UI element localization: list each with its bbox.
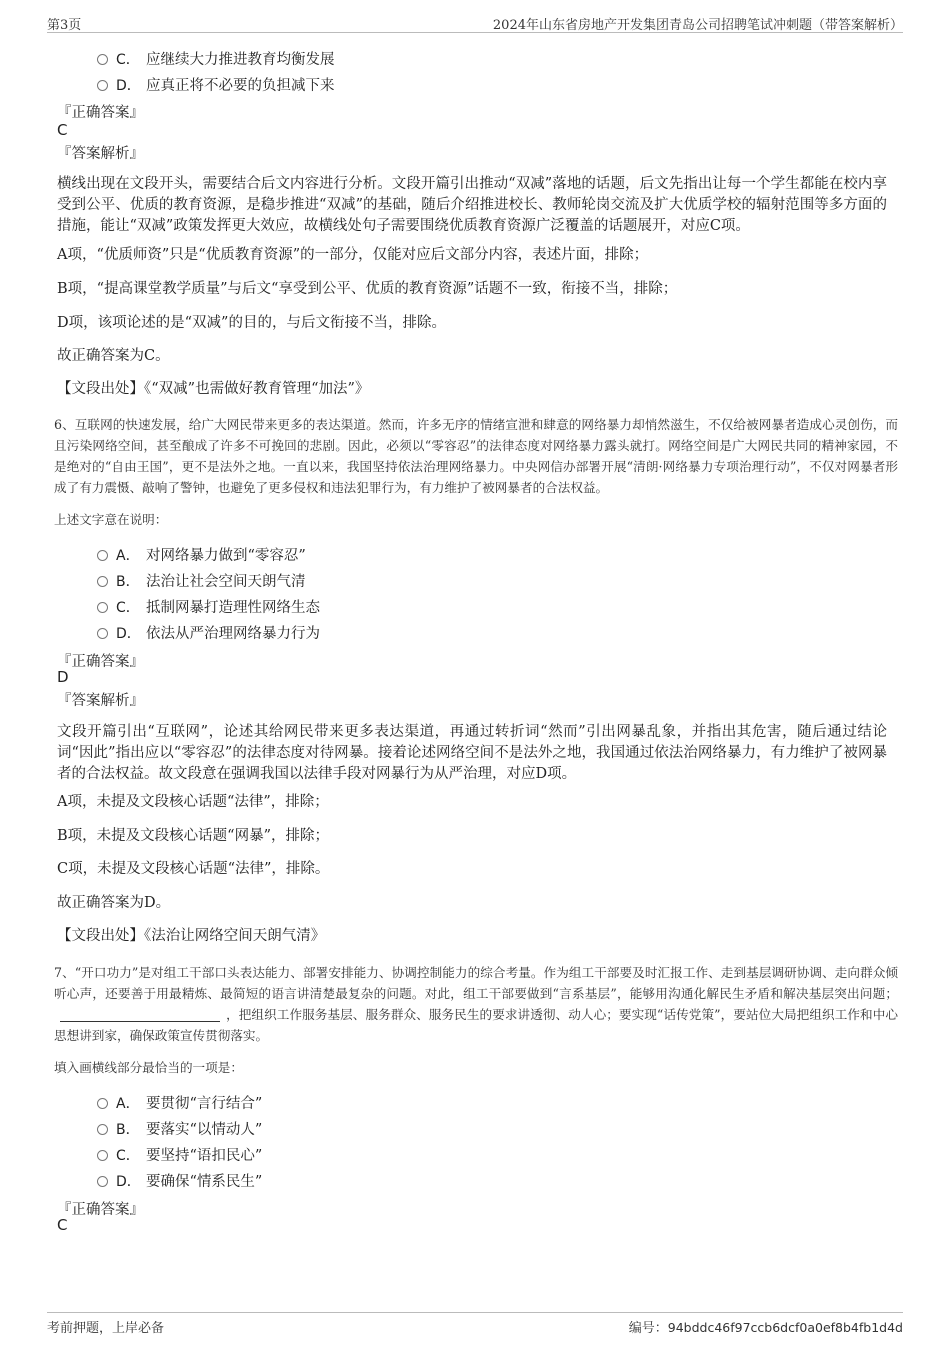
q7-correct-label: 『正确答案』 bbox=[57, 1202, 144, 1218]
q5-correct-answer: C bbox=[57, 121, 68, 139]
q5-analysis-label: 『答案解析』 bbox=[57, 146, 144, 162]
q6-analysis-label: 『答案解析』 bbox=[57, 693, 144, 709]
q7-correct-answer: C bbox=[57, 1216, 68, 1234]
q6-note-c: C项，未提及文段核心话题“法律”，排除。 bbox=[57, 861, 330, 877]
document-code: 编号：94bddc46f97ccb6dcf0a0ef8b4fb1d4d bbox=[628, 1320, 903, 1336]
q5-note-b: B项，“提高课堂教学质量”与后文“享受到公平、优质的教育资源”话题不一致，衔接不当，排除； bbox=[57, 281, 678, 297]
radio-icon[interactable] bbox=[97, 1150, 108, 1161]
document-title: 2024年山东省房地产开发集团青岛公司招聘笔试冲刺题（带答案解析） bbox=[492, 18, 903, 33]
q6-source: 【文段出处】《法治让网络空间天朗气清》 bbox=[57, 928, 326, 944]
q5-note-a: A项，“优质师资”只是“优质教育资源”的一部分，仅能对应后文部分内容，表述片面，排除； bbox=[57, 247, 649, 263]
radio-icon[interactable] bbox=[97, 1176, 108, 1187]
radio-icon[interactable] bbox=[97, 1124, 108, 1135]
q6-analysis: 文段开篇引出“互联网”，论述其给网民带来更多表达渠道，再通过转折词“然而”引出网暴乱象，并指出其危害，随后通过结论词“因此”指出应以“零容忍”的法律态度对待网暴。接着论述网络空间不是法外之地，我国通过依法治网络暴力，有力维护了被网暴者的合法权益。故文段意在强调我国以法律手段对网暴行为从严治理，对应D项。 bbox=[57, 724, 887, 782]
q7-prompt: 填入画横线部分最恰当的一项是： bbox=[54, 1060, 243, 1075]
radio-icon[interactable] bbox=[97, 550, 108, 561]
footer-slogan: 考前押题，上岸必备 bbox=[47, 1321, 165, 1336]
q7-option-d[interactable]: D． 要确保“情系民生” bbox=[97, 1170, 262, 1191]
radio-icon[interactable] bbox=[97, 576, 108, 587]
radio-icon[interactable] bbox=[97, 602, 108, 613]
q7-option-c[interactable]: C． 要坚持“语扣民心” bbox=[97, 1144, 262, 1165]
q6-conclusion: 故正确答案为D。 bbox=[57, 895, 171, 911]
q6-option-b[interactable]: B． 法治让社会空间天朗气清 bbox=[97, 570, 306, 591]
radio-icon[interactable] bbox=[97, 1098, 108, 1109]
q7-option-b[interactable]: B． 要落实“以情动人” bbox=[97, 1118, 262, 1139]
q7-stem: 7、“开口功力”是对组工干部口头表达能力、部署安排能力、协调控制能力的综合考量。作为组工干部要及时汇报工作、走到基层调研协调、走向群众倾听心声，还要善于用最精炼、最简短的语言讲清楚最复杂的问题。对此，组工干部要做到“言系基层”，能够用沟通化解民生矛盾和解决基层突出问题；，把组织工作服务基层、服务群众、服务民生的要求讲透彻、动人心；要实现“话传党策”，要站位大局把组织工作和中心思想讲到家，确保政策宣传贯彻落实。 bbox=[54, 965, 898, 1043]
page-footer bbox=[47, 1312, 903, 1337]
page-header bbox=[47, 12, 903, 33]
radio-icon[interactable] bbox=[97, 628, 108, 639]
q5-correct-label: 『正确答案』 bbox=[57, 105, 144, 121]
q5-conclusion: 故正确答案为C。 bbox=[57, 348, 170, 364]
radio-icon[interactable] bbox=[97, 80, 108, 91]
q6-option-d[interactable]: D． 依法从严治理网络暴力行为 bbox=[97, 622, 320, 643]
q6-correct-label: 『正确答案』 bbox=[57, 654, 144, 670]
q6-note-a: A项，未提及文段核心话题“法律”，排除； bbox=[57, 794, 329, 810]
radio-icon[interactable] bbox=[97, 54, 108, 65]
q5-note-d: D项，该项论述的是“双减”的目的，与后文衔接不当，排除。 bbox=[57, 315, 446, 331]
q5-option-d[interactable]: D． 应真正将不必要的负担减下来 bbox=[97, 74, 335, 95]
q6-note-b: B项，未提及文段核心话题“网暴”，排除； bbox=[57, 828, 329, 844]
q6-prompt: 上述文字意在说明： bbox=[54, 512, 168, 527]
q6-correct-answer: D bbox=[57, 668, 69, 686]
page-number: 第3页 bbox=[47, 18, 82, 33]
q7-option-a[interactable]: A． 要贯彻“言行结合” bbox=[97, 1092, 262, 1113]
q5-source: 【文段出处】《“双减”也需做好教育管理“加法”》 bbox=[57, 381, 370, 397]
q5-analysis: 横线出现在文段开头，需要结合后文内容进行分析。文段开篇引出推动“双减”落地的话题，后文先指出让每一个学生都能在校内享受到公平、优质的教育资源，是稳步推进“双减”的基础，随后介绍推进校长、教师轮岗交流及扩大优质学校的辐射范围等多方面的措施，能让“双减”政策发挥更大效应，故横线处句子需要围绕优质教育资源广泛覆盖的话题展开，对应C项。 bbox=[57, 176, 887, 234]
q6-option-c[interactable]: C． 抵制网暴打造理性网络生态 bbox=[97, 596, 320, 617]
q5-option-c[interactable]: C． 应继续大力推进教育均衡发展 bbox=[97, 48, 335, 69]
fill-blank bbox=[60, 1021, 220, 1022]
q6-stem: 6、互联网的快速发展，给广大网民带来更多的表达渠道。然而，许多无序的情绪宣泄和肆意的网络暴力却悄然滋生，不仅给被网暴者造成心灵创伤，而且污染网络空间，甚至酿成了许多不可挽回的悲剧。因此，必须以“零容忍”的法律态度对网络暴力露头就打。网络空间是广大网民共同的精神家园，不是绝对的“自由王国”，更不是法外之地。一直以来，我国坚持依法治理网络暴力。中央网信办部署开展“清朗·网络暴力专项治理行动”，不仅对网暴者形成了有力震慑、敲响了警钟，也避免了更多侵权和违法犯罪行为，有力维护了被网暴者的合法权益。 bbox=[54, 417, 898, 495]
q6-option-a[interactable]: A． 对网络暴力做到“零容忍” bbox=[97, 544, 306, 565]
